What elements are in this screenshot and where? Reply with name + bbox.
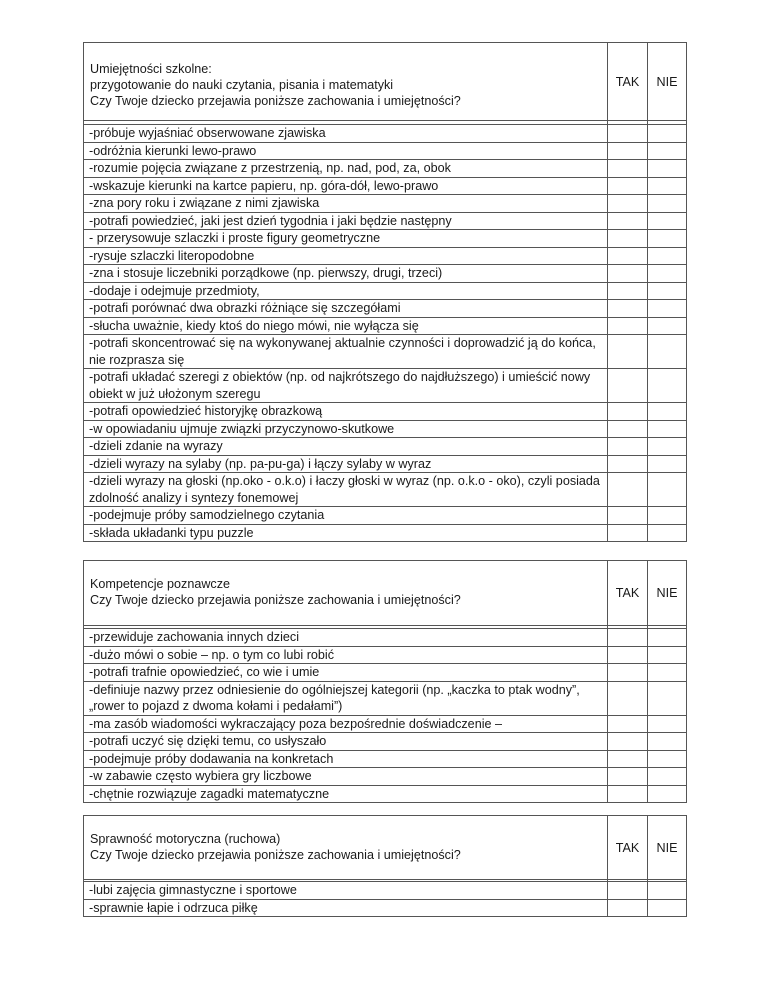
tak-checkbox[interactable] bbox=[608, 300, 648, 318]
checklist-item-text: -lubi zajęcia gimnastyczne i sportowe bbox=[89, 883, 297, 897]
checklist-row bbox=[84, 438, 687, 456]
checklist-row bbox=[84, 403, 687, 421]
nie-checkbox[interactable] bbox=[648, 142, 687, 160]
tak-header: TAK bbox=[608, 561, 648, 626]
checklist-item bbox=[84, 177, 608, 195]
nie-checkbox[interactable] bbox=[648, 882, 687, 900]
nie-checkbox[interactable] bbox=[648, 247, 687, 265]
checklist-row bbox=[84, 335, 687, 369]
checklist-row bbox=[84, 629, 687, 647]
nie-checkbox[interactable] bbox=[648, 160, 687, 178]
nie-checkbox[interactable] bbox=[648, 212, 687, 230]
nie-checkbox[interactable] bbox=[648, 455, 687, 473]
checklist-item bbox=[84, 629, 608, 647]
checklist-item-text: -podejmuje próby samodzielnego czytania bbox=[89, 508, 325, 522]
checklist-school-skills bbox=[83, 42, 687, 542]
checklist-row bbox=[84, 125, 687, 143]
section-header-row bbox=[84, 43, 687, 121]
tak-checkbox[interactable] bbox=[608, 403, 648, 421]
section-items bbox=[84, 125, 687, 542]
nie-checkbox[interactable] bbox=[648, 664, 687, 682]
section-question: Czy Twoje dziecko przejawia poniższe zachowania i umiejętności? bbox=[90, 94, 461, 108]
nie-checkbox[interactable] bbox=[648, 438, 687, 456]
checklist-item-text: -wskazuje kierunki na kartce papieru, np. góra-dół, lewo-prawo bbox=[89, 178, 439, 193]
nie-header: NIE bbox=[648, 43, 687, 121]
tak-checkbox[interactable] bbox=[608, 899, 648, 917]
tak-checkbox[interactable] bbox=[608, 317, 648, 335]
tak-checkbox[interactable] bbox=[608, 664, 648, 682]
checklist-item-text: -w zabawie często wybiera gry liczbowe bbox=[89, 769, 312, 783]
nie-header: NIE bbox=[648, 816, 687, 880]
checklist-item-text: -składa układanki typu puzzle bbox=[89, 525, 254, 540]
nie-checkbox[interactable] bbox=[648, 750, 687, 768]
checklist-item-text: -definiuje nazwy przez odniesienie do ogólniejszej kategorii (np. „kaczka to ptak wodny”, „rower to pojazd z dwoma kołami i pedałami”) bbox=[89, 682, 580, 713]
tak-checkbox[interactable] bbox=[608, 715, 648, 733]
checklist-item bbox=[84, 369, 608, 403]
checklist-row bbox=[84, 785, 687, 803]
nie-checkbox[interactable] bbox=[648, 715, 687, 733]
nie-checkbox[interactable] bbox=[648, 403, 687, 421]
tak-checkbox[interactable] bbox=[608, 733, 648, 751]
checklist-row bbox=[84, 715, 687, 733]
checklist-item bbox=[84, 715, 608, 733]
nie-checkbox[interactable] bbox=[648, 177, 687, 195]
checklist-cognitive bbox=[83, 560, 687, 803]
checklist-item bbox=[84, 125, 608, 143]
nie-checkbox[interactable] bbox=[648, 899, 687, 917]
checklist-row bbox=[84, 142, 687, 160]
checklist-item bbox=[84, 768, 608, 786]
checklist-item bbox=[84, 230, 608, 248]
checklist-item bbox=[84, 403, 608, 421]
checklist-row bbox=[84, 265, 687, 283]
checklist-item bbox=[84, 882, 608, 900]
section-question: Czy Twoje dziecko przejawia poniższe zachowania i umiejętności? bbox=[90, 593, 461, 607]
section-header bbox=[84, 816, 608, 880]
nie-header: NIE bbox=[648, 561, 687, 626]
nie-checkbox[interactable] bbox=[648, 369, 687, 403]
nie-checkbox[interactable] bbox=[648, 282, 687, 300]
checklist-item bbox=[84, 212, 608, 230]
tak-checkbox[interactable] bbox=[608, 195, 648, 213]
checklist-item-text: -próbuje wyjaśniać obserwowane zjawiska bbox=[89, 126, 326, 140]
nie-checkbox[interactable] bbox=[648, 629, 687, 647]
checklist-item bbox=[84, 317, 608, 335]
section-header bbox=[84, 561, 608, 626]
checklist-item-text: -chętnie rozwiązuje zagadki matematyczne bbox=[89, 786, 330, 801]
tak-checkbox[interactable] bbox=[608, 507, 648, 525]
checklist-row bbox=[84, 300, 687, 318]
checklist-item-text: -potrafi powiedzieć, jaki jest dzień tygodnia i jaki będzie następny bbox=[89, 213, 452, 228]
checklist-item-text: -dzieli zdanie na wyrazy bbox=[89, 439, 223, 453]
section-body bbox=[84, 816, 687, 882]
checklist-item-text: -dzieli wyrazy na głoski (np.oko - o.k.o) i łaczy głoski w wyraz (np. o.k.o - oko), czyli posiada zdolność analizy i syntezy fonemowej bbox=[89, 474, 600, 505]
checklist-item-text: -rozumie pojęcia związane z przestrzenią, np. nad, pod, za, obok bbox=[89, 161, 451, 175]
checklist-item bbox=[84, 785, 608, 803]
checklist-item-text: -ma zasób wiadomości wykraczający poza bezpośrednie doświadczenie – bbox=[89, 716, 502, 731]
section-subtitle: przygotowanie do nauki czytania, pisania i matematyki bbox=[90, 78, 394, 92]
checklist-item-text: -przewiduje zachowania innych dzieci bbox=[89, 630, 300, 644]
nie-checkbox[interactable] bbox=[648, 230, 687, 248]
checklist-item-text: -dzieli wyrazy na sylaby (np. pa-pu-ga) i łączy sylaby w wyraz bbox=[89, 456, 432, 471]
checklist-item-text: -zna i stosuje liczebniki porządkowe (np. pierwszy, drugi, trzeci) bbox=[89, 266, 443, 280]
nie-checkbox[interactable] bbox=[648, 317, 687, 335]
tak-checkbox[interactable] bbox=[608, 646, 648, 664]
tak-checkbox[interactable] bbox=[608, 768, 648, 786]
tak-checkbox[interactable] bbox=[608, 785, 648, 803]
checklist-item-text: -zna pory roku i związane z nimi zjawiska bbox=[89, 196, 320, 210]
checklist-row bbox=[84, 681, 687, 715]
checklist-item-text: -dodaje i odejmuje przedmioty, bbox=[89, 283, 260, 298]
checklist-item bbox=[84, 335, 608, 369]
section-header bbox=[84, 43, 608, 121]
section-title: Sprawność motoryczna (ruchowa) bbox=[90, 832, 281, 846]
checklist-motor bbox=[83, 815, 687, 917]
checklist-item bbox=[84, 473, 608, 507]
checklist-row bbox=[84, 369, 687, 403]
tak-checkbox[interactable] bbox=[608, 282, 648, 300]
checklist-item-text: -potrafi porównać dwa obrazki różniące się szczegółami bbox=[89, 301, 401, 315]
checklist-item-text: -dużo mówi o sobie – np. o tym co lubi robić bbox=[89, 647, 334, 662]
checklist-item bbox=[84, 195, 608, 213]
tak-checkbox[interactable] bbox=[608, 455, 648, 473]
checklist-item-text: -słucha uważnie, kiedy ktoś do niego mówi, nie wyłącza się bbox=[89, 318, 419, 333]
section-items bbox=[84, 882, 687, 917]
checklist-row bbox=[84, 524, 687, 542]
checklist-item bbox=[84, 681, 608, 715]
nie-checkbox[interactable] bbox=[648, 473, 687, 507]
nie-checkbox[interactable] bbox=[648, 335, 687, 369]
checklist-item bbox=[84, 282, 608, 300]
section-items bbox=[84, 629, 687, 803]
section-question: Czy Twoje dziecko przejawia poniższe zachowania i umiejętności? bbox=[90, 848, 461, 862]
checklist-item bbox=[84, 524, 608, 542]
checklist-item bbox=[84, 507, 608, 525]
checklist-item bbox=[84, 247, 608, 265]
checklist-row bbox=[84, 646, 687, 664]
checklist-row bbox=[84, 177, 687, 195]
checklist-row bbox=[84, 882, 687, 900]
checklist-row bbox=[84, 473, 687, 507]
tak-checkbox[interactable] bbox=[608, 882, 648, 900]
checklist-row bbox=[84, 230, 687, 248]
checklist-item bbox=[84, 750, 608, 768]
nie-checkbox[interactable] bbox=[648, 507, 687, 525]
checklist-item-text: -potrafi trafnie opowiedzieć, co wie i umie bbox=[89, 665, 320, 679]
section-header-row bbox=[84, 816, 687, 880]
tak-checkbox[interactable] bbox=[608, 125, 648, 143]
checklist-row bbox=[84, 160, 687, 178]
checklist-row bbox=[84, 507, 687, 525]
nie-checkbox[interactable] bbox=[648, 785, 687, 803]
tak-header: TAK bbox=[608, 816, 648, 880]
checklist-item-text: -sprawnie łapie i odrzuca piłkę bbox=[89, 900, 258, 915]
checklist-item-text: -w opowiadaniu ujmuje związki przyczynowo-skutkowe bbox=[89, 421, 395, 436]
checklist-row bbox=[84, 195, 687, 213]
section-title: Kompetencje poznawcze bbox=[90, 577, 231, 591]
tak-checkbox[interactable] bbox=[608, 335, 648, 369]
section-header-row bbox=[84, 561, 687, 626]
checklist-item bbox=[84, 664, 608, 682]
nie-checkbox[interactable] bbox=[648, 420, 687, 438]
checklist-row bbox=[84, 455, 687, 473]
checklist-item bbox=[84, 300, 608, 318]
checklist-row bbox=[84, 750, 687, 768]
checklist-item bbox=[84, 420, 608, 438]
tak-checkbox[interactable] bbox=[608, 230, 648, 248]
checklist-item bbox=[84, 142, 608, 160]
checklist-row bbox=[84, 420, 687, 438]
nie-checkbox[interactable] bbox=[648, 646, 687, 664]
checklist-item-text: -potrafi skoncentrować się na wykonywanej aktualnie czynności i doprowadzić ją do końca, nie rozprasza się bbox=[89, 336, 596, 367]
tak-checkbox[interactable] bbox=[608, 265, 648, 283]
nie-checkbox[interactable] bbox=[648, 681, 687, 715]
tak-checkbox[interactable] bbox=[608, 473, 648, 507]
checklist-item-text: -potrafi układać szeregi z obiektów (np. od najkrótszego do najdłuższego) i umieścić nowy obiekt w już ułożonym szeregu bbox=[89, 370, 591, 401]
checklist-item-text: -potrafi uczyć się dzięki temu, co usłyszało bbox=[89, 734, 327, 748]
tak-checkbox[interactable] bbox=[608, 160, 648, 178]
checklist-row bbox=[84, 733, 687, 751]
nie-checkbox[interactable] bbox=[648, 125, 687, 143]
checklist-row bbox=[84, 664, 687, 682]
section-body bbox=[84, 43, 687, 125]
checklist-item-text: -potrafi opowiedzieć historyjkę obrazkową bbox=[89, 404, 323, 418]
section-body bbox=[84, 561, 687, 629]
checklist-item-text: -podejmuje próby dodawania na konkretach bbox=[89, 751, 334, 766]
tak-checkbox[interactable] bbox=[608, 369, 648, 403]
checklist-row bbox=[84, 282, 687, 300]
checklist-row bbox=[84, 768, 687, 786]
checklist-item bbox=[84, 733, 608, 751]
checklist-item-text: -odróżnia kierunki lewo-prawo bbox=[89, 143, 257, 158]
checklist-item-text: -rysuje szlaczki literopodobne bbox=[89, 248, 255, 263]
nie-checkbox[interactable] bbox=[648, 265, 687, 283]
checklist-item bbox=[84, 265, 608, 283]
tak-header: TAK bbox=[608, 43, 648, 121]
tak-checkbox[interactable] bbox=[608, 420, 648, 438]
tak-checkbox[interactable] bbox=[608, 438, 648, 456]
checklist-row bbox=[84, 247, 687, 265]
checklist-row bbox=[84, 317, 687, 335]
nie-checkbox[interactable] bbox=[648, 768, 687, 786]
tak-checkbox[interactable] bbox=[608, 681, 648, 715]
tak-checkbox[interactable] bbox=[608, 750, 648, 768]
tak-checkbox[interactable] bbox=[608, 142, 648, 160]
checklist-item bbox=[84, 438, 608, 456]
tak-checkbox[interactable] bbox=[608, 524, 648, 542]
nie-checkbox[interactable] bbox=[648, 524, 687, 542]
nie-checkbox[interactable] bbox=[648, 195, 687, 213]
tak-checkbox[interactable] bbox=[608, 177, 648, 195]
checklist-item bbox=[84, 899, 608, 917]
checklist-item bbox=[84, 455, 608, 473]
nie-checkbox[interactable] bbox=[648, 300, 687, 318]
checklist-item bbox=[84, 160, 608, 178]
checklist-row bbox=[84, 899, 687, 917]
section-title: Umiejętności szkolne: bbox=[90, 62, 212, 76]
checklist-row bbox=[84, 212, 687, 230]
tak-checkbox[interactable] bbox=[608, 212, 648, 230]
tak-checkbox[interactable] bbox=[608, 247, 648, 265]
checklist-item bbox=[84, 646, 608, 664]
nie-checkbox[interactable] bbox=[648, 733, 687, 751]
checklist-item-text: - przerysowuje szlaczki i proste figury geometryczne bbox=[89, 231, 381, 245]
tak-checkbox[interactable] bbox=[608, 629, 648, 647]
